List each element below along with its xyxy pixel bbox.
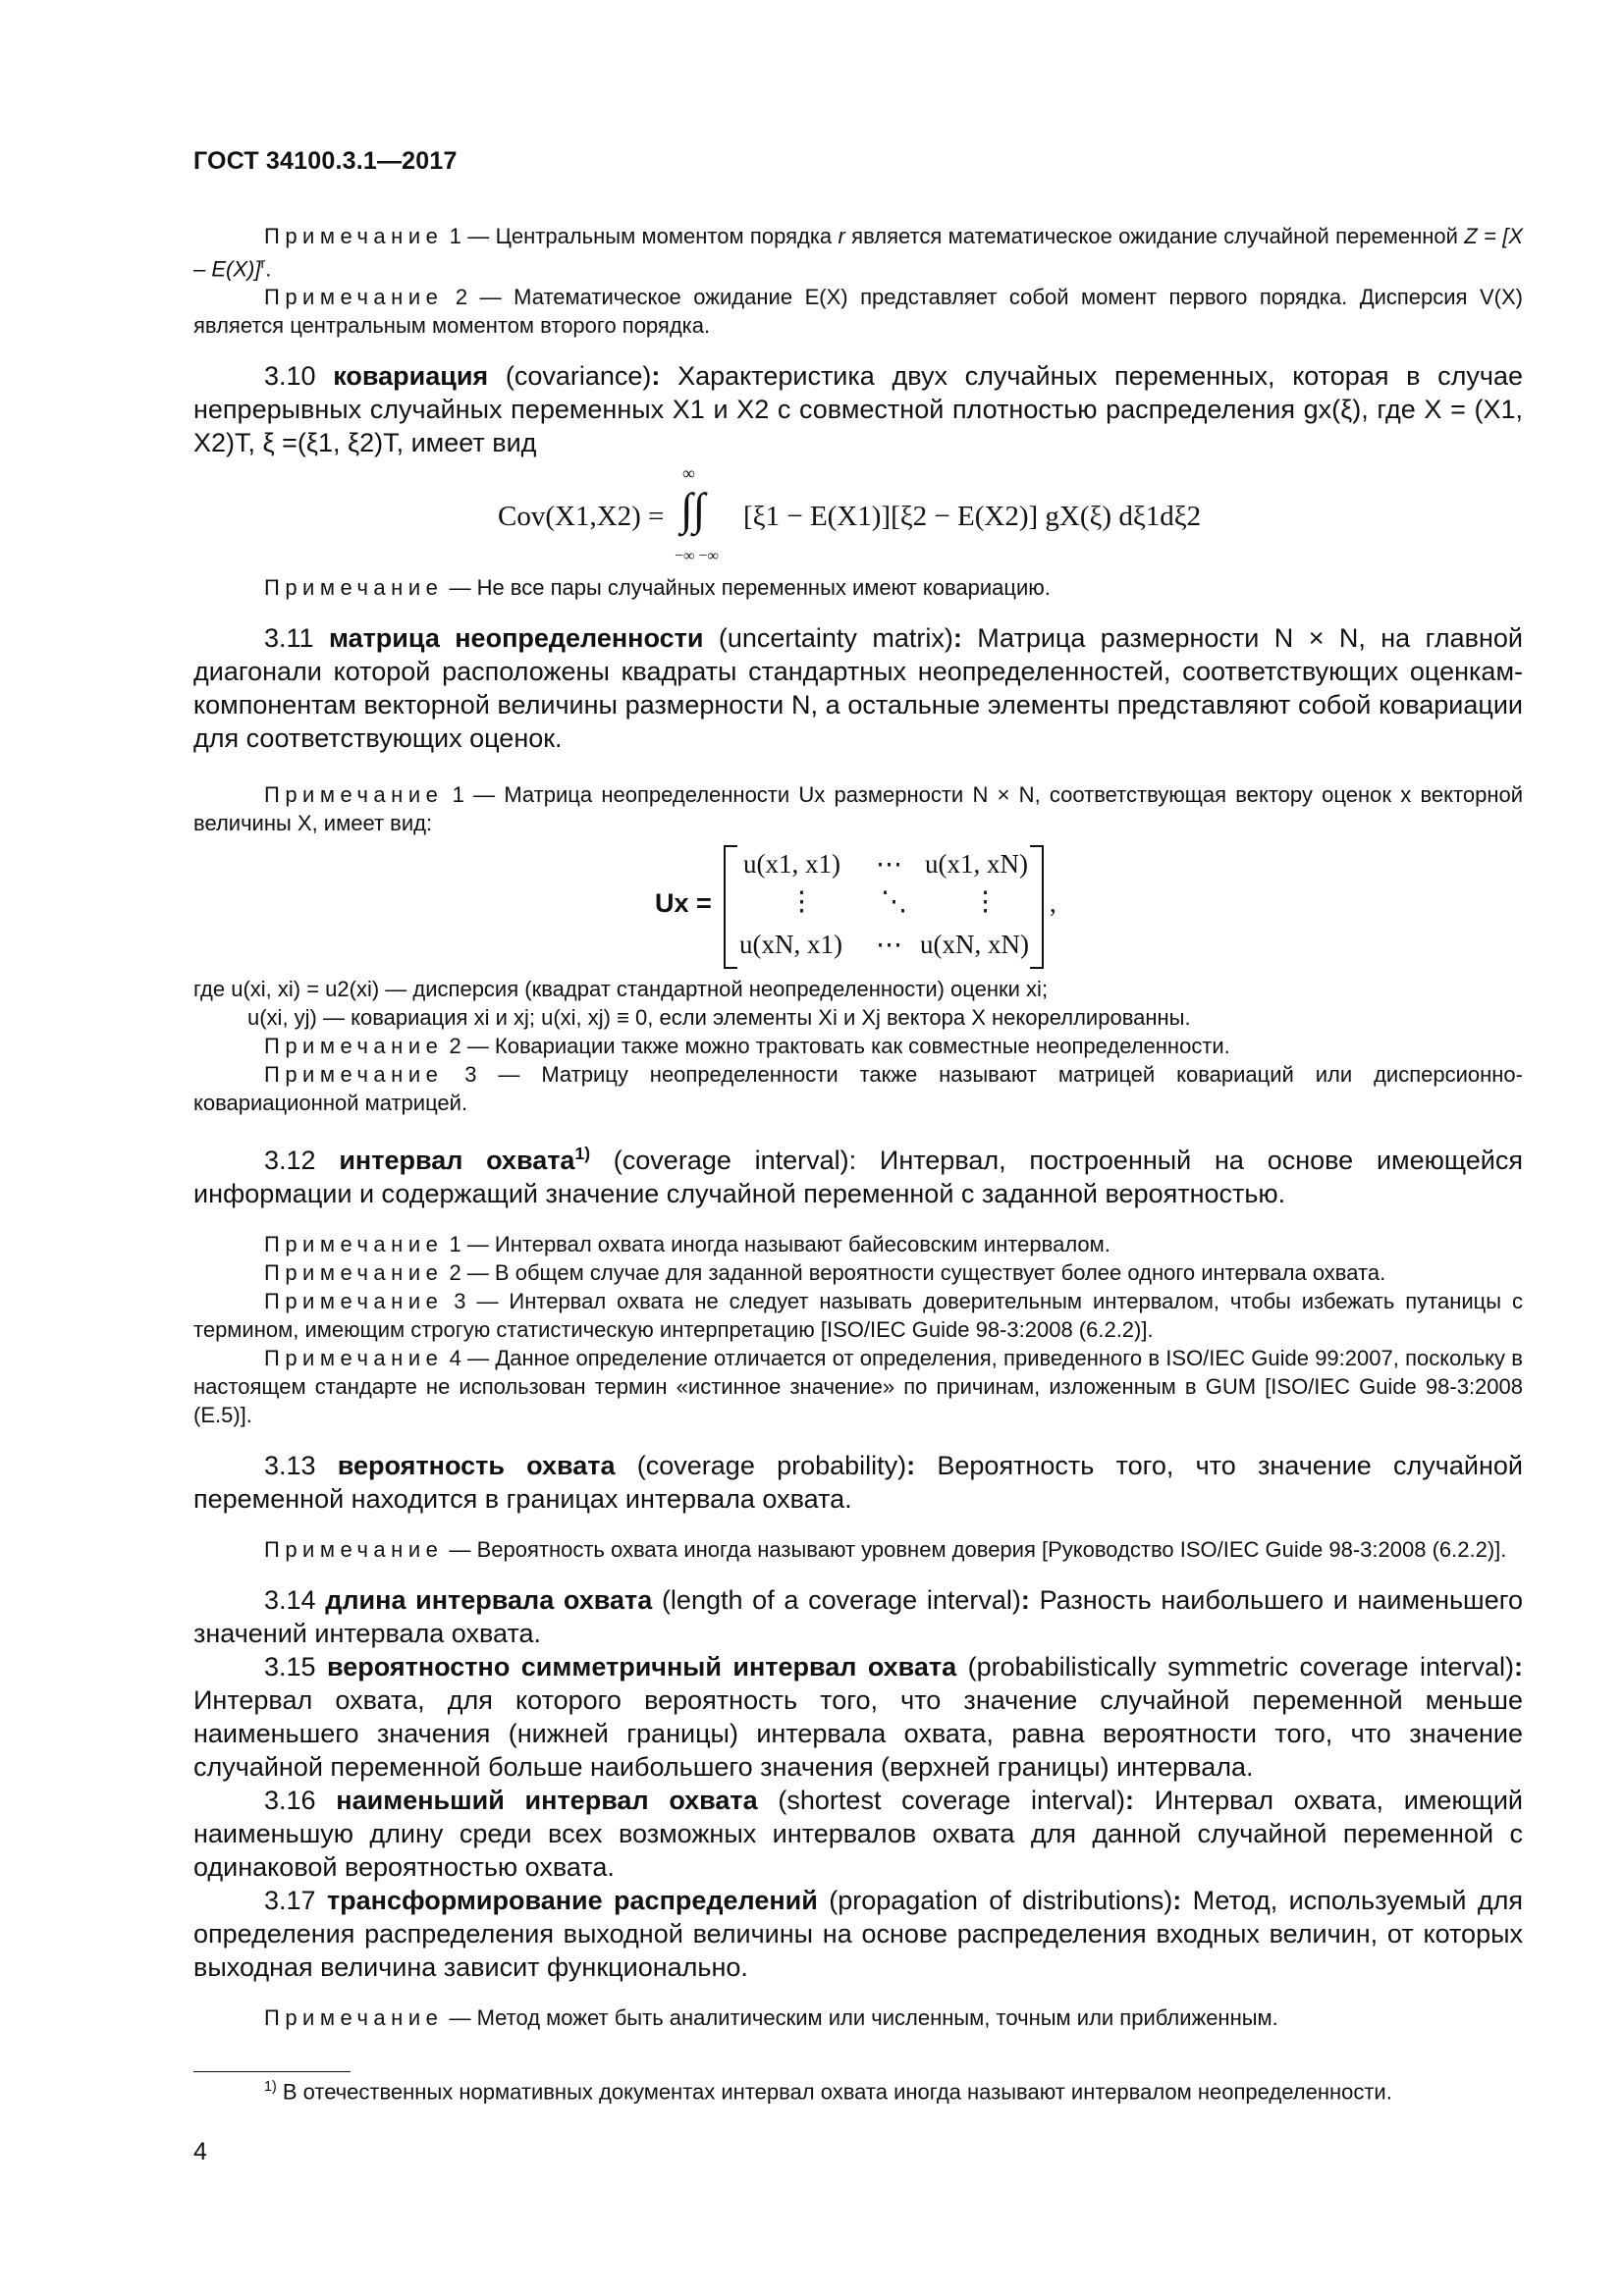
term-title: длина интервала охвата [325,1585,653,1616]
note-bayesian-interval: Примечание 1 — Интервал охвата иногда называют байесовским интервалом. [264,1232,1110,1257]
term-3-16: 3.16 наименьший интервал охвата (shortest coverage interval): Интервал охвата, имеющий наименьшую длину среди всех возможных интервалов охвата для данной случайной переменной с одинаковой вероятностью охвата. [193,1786,1523,1883]
note-multiple-intervals: Примечание 2 — В общем случае для заданной вероятности существует более одного интервала охвата. [264,1260,1386,1286]
uncertainty-matrix [193,837,1523,975]
formula-integrand: [ξ1 − E(X1)][ξ2 − E(X2)] gX(ξ) dξ1dξ2 [743,501,1202,533]
note-confidence-interval: Примечание 3 — Интервал охвата не следует называть доверительным интервалом, чтобы избежать путаницы с термином, имеющим строгую статистическую интерпретацию [ISO/IEC Guide 98-3:2008 (6.2.2)]. [193,1289,1523,1343]
term-title: трансформирование распределений [326,1886,818,1916]
term-3-13: 3.13 вероятность охвата (coverage probability): Вероятность того, что значение случайной переменной находится в границах интервала охвата. [193,1451,1523,1515]
matrix-lhs: Ux = [655,888,712,919]
covariance-formula [193,459,1523,573]
note-label: Примечание [264,1346,444,1371]
note-label: Примечание [264,1062,444,1088]
term-3-17: 3.17 трансформирование распределений (propagation of distributions): Метод, используемый для определения распределения выходной величины на основе распределения входных величин, от которых выходная величина зависит функционально. [193,1886,1523,1983]
note-label: Примечание [264,782,444,808]
matrix-cell: u(xN, x1) [739,930,842,960]
matrix-trailing-comma: , [1050,888,1056,919]
matrix-cell: ⋮ [972,886,999,917]
where-clause-continued: u(xi, yj) — ковариация xi и xj; u(xi, xj) ≡ 0, если элементы Xi и Xj вектора X некореллированны. [247,1005,1191,1031]
document-header: ГОСТ 34100.3.1—2017 [193,147,458,175]
term-3-10: 3.10 ковариация (covariance): Характеристика двух случайных переменных, которая в случае непрерывных случайных переменных X1 и X2 с совместной плотностью распределения gx(ξ), где X = (X1, X2)T, ξ =(ξ1, ξ2)T, имеет вид [193,361,1523,458]
term-3-15: 3.15 вероятностно симметричный интервал охвата (probabilistically symmetric coverage interval): Интервал охвата, для которого вероятность того, что значение случайной переменной меньше наименьшего значения (нижней границы) интервала охвата, равна вероятности того, что значение случайной переменной больше наибольшего значения (верхней границы) интервала. [193,1652,1523,1783]
term-title: вероятность охвата [337,1451,616,1481]
term-3-11: 3.11 матрица неопределенности (uncertainty matrix): Матрица размерности N × N, на главной диагонали которой расположены квадраты стандартных неопределенностей, соответствующих оценкам-компонентам векторной величины размерности N, а остальные элементы представляют собой ковариации для соответствующих оценок. [193,623,1523,754]
document-body [193,222,1523,2032]
note-expectation: Примечание 2 — Математическое ожидание E(X) представляет собой момент первого порядка. Дисперсия V(X) является центральным моментом второго порядка. [193,285,1523,339]
note-definition-difference: Примечание 4 — Данное определение отличается от определения, приведенного в ISO/IEC Guide 99:2007, поскольку в настоящем стандарте не использован термин «истинное значение» по причинам, изложенным в GUM [ISO/IEC Guide 98-3:2008 (E.5)]. [193,1346,1523,1428]
matrix-cell: u(x1, x1) [743,849,840,880]
note-label: Примечание [264,285,444,310]
where-clause: где u(xi, xi) = u2(xi) — дисперсия (квадрат стандартной неопределенности) оценки xi; [193,977,1049,1002]
integral-sign: ∫∫ [680,484,706,535]
note-label: Примечание [264,1260,444,1286]
term-title: ковариация [333,361,489,392]
term-title: матрица неопределенности [328,623,704,654]
matrix-cell: u(xN, xN) [920,930,1029,960]
page-number: 4 [193,2138,207,2165]
footnote: $^{1)}$ В отечественных нормативных документах интервал охвата иногда называют интервалом неопределенности. [264,2079,1392,2105]
note-label: Примечание [264,1289,444,1314]
matrix-cell: ⋯ [876,849,902,880]
footnote-ref: 1) [574,1144,591,1164]
note-joint-uncertainties: Примечание 2 — Ковариации также можно трактовать как совместные неопределенности. [264,1034,1230,1059]
note-method: Примечание — Метод может быть аналитическим или численным, точным или приближенным. [264,2005,1278,2031]
matrix-left-bracket [724,845,737,969]
term-3-14: 3.14 длина интервала охвата (length of a coverage interval): Разность наибольшего и наименьшего значений интервала охвата. [193,1585,1523,1649]
document-page [193,0,1523,2296]
term-3-12: 3.12 интервал охвата$^{1)}$ (coverage interval): Интервал, построенный на основе имеющейся информации и содержащий значение случайной переменной с заданной вероятностью. [193,1144,1523,1209]
note-label: Примечание [264,575,444,601]
note-uncertainty-matrix: Примечание 1 — Матрица неопределенности Ux размерности N × N, соответствующая вектору оценок x векторной величины X, имеет вид: [193,782,1523,836]
integral-lower-limit: −∞ −∞ [675,548,719,565]
note-covariance-matrix: Примечание 3 — Матрицу неопределенности также называют матрицей ковариаций или дисперсионно-ковариационной матрицей. [193,1062,1523,1116]
note-label: Примечание [264,224,444,248]
matrix-cell: ⋯ [876,930,902,960]
note-central-moment: Примечание 1 — Центральным моментом порядка r является математическое ожидание случайной переменной Z = [X – E(X)]$^r$. [193,224,1524,282]
term-title: наименьший интервал охвата [336,1786,758,1816]
matrix-cell: u(x1, xN) [925,849,1028,880]
term-title: вероятностно симметричный интервал охвата [326,1652,957,1682]
term-title: интервал охвата [339,1146,575,1176]
footnote-divider [193,2071,351,2072]
note-label: Примечание [264,1232,444,1257]
note-label: Примечание [264,2005,444,2031]
note-covariance: Примечание — Не все пары случайных переменных имеют ковариацию. [264,575,1051,601]
note-confidence-level: Примечание — Вероятность охвата иногда называют уровнем доверия [Руководство ISO/IEC Guide 98-3:2008 (6.2.2)]. [264,1537,1507,1563]
note-label: Примечание [264,1034,444,1059]
formula-lhs: Cov(X1,X2) = [498,501,665,533]
matrix-cell: ⋮ [788,886,815,917]
footnote-mark: 1) [264,2079,277,2095]
note-label: Примечание [264,1537,444,1563]
matrix-right-bracket [1030,845,1044,969]
integral-upper-limit: ∞ [682,463,695,484]
matrix-cell: ⋱ [881,886,907,917]
